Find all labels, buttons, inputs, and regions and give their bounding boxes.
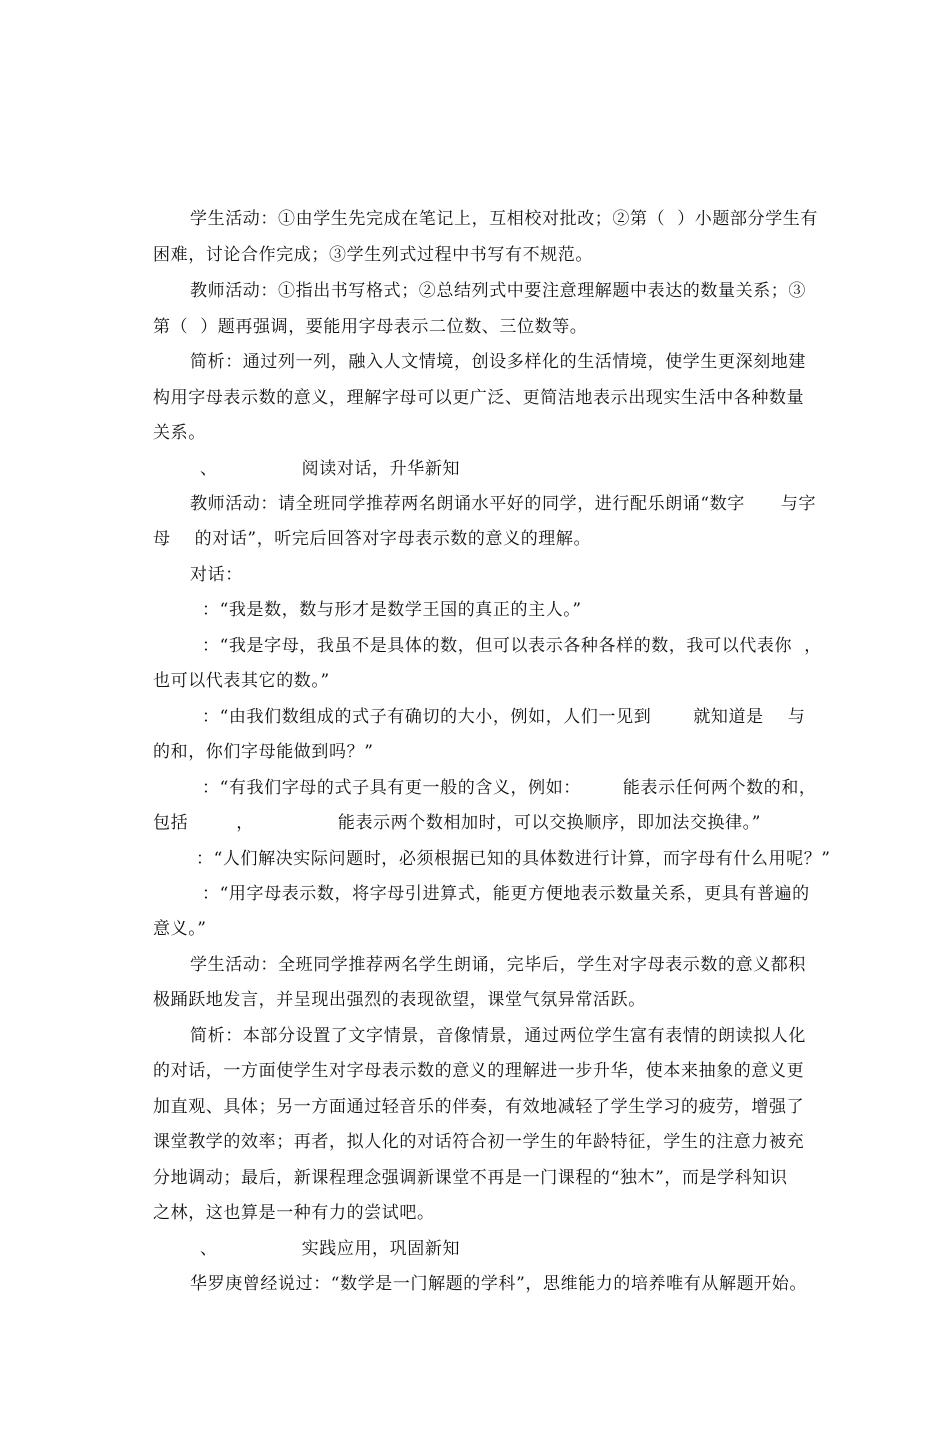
text-line: 学生活动：①由学生先完成在笔记上，互相校对批改；②第（ ）小题部分学生有 <box>190 209 819 229</box>
text-line: 学生活动：全班同学推荐两名学生朗诵，完毕后，学生对字母表示数的意义都积 <box>190 955 806 975</box>
text-line: 极踊跃地发言，并呈现出强烈的表现欲望，课堂气氛异常活跃。 <box>153 990 646 1010</box>
dialogue-line: ：“人们解决实际问题时，必须根据已知的具体数进行计算，而字母有什么用呢？” <box>190 849 831 869</box>
dialogue-line: ：“我是数，数与形才是数学王国的真正的主人。” <box>190 600 582 620</box>
text-line: 包括 ， 能表示两个数相加时，可以交换顺序，即加法交换律。” <box>153 813 762 833</box>
text-line: 也可以代表其它的数。” <box>153 671 330 691</box>
dialogue-line: ：“由我们数组成的式子有确切的大小，例如，人们一见到 就知道是 与 <box>190 707 806 727</box>
text-line: 简析：通过列一列，融入人文情境，创设多样化的生活情境，使学生更深刻地建 <box>190 352 806 372</box>
section-heading: 、 实践应用，巩固新知 <box>200 1239 461 1259</box>
dialogue-line: ：“用字母表示数，将字母引进算式，能更方便地表示数量关系，更具有普遍的 <box>190 884 810 904</box>
text-line: 构用字母表示数的意义，理解字母可以更广泛、更简洁地表示出现实生活中各种数量 <box>153 388 805 408</box>
text-line: 关系。 <box>153 423 206 443</box>
text-line: 简析：本部分设置了文字情景，音像情景，通过两位学生富有表情的朗读拟人化 <box>190 1026 806 1046</box>
text-line: 分地调动；最后，新课程理念强调新课堂不再是一门课程的“独木”，而是学科知识 <box>153 1168 788 1188</box>
text-line: 困难，讨论合作完成；③学生列式过程中书写有不规范。 <box>153 245 593 265</box>
dialogue-line: ：“有我们字母的式子具有更一般的含义，例如： 能表示任何两个数的和， <box>190 778 817 798</box>
text-line: 加直观、具体；另一方面通过轻音乐的伴奏，有效地减轻了学生学习的疲劳，增强了 <box>153 1097 805 1117</box>
text-line: 课堂教学的效率；再者，拟人化的对话符合初一学生的年龄特征，学生的注意力被充 <box>153 1132 805 1152</box>
text-line: 意义。” <box>153 919 207 939</box>
text-line: 母 的对话”，听完后回答对字母表示数的意义的理解。 <box>153 529 592 549</box>
text-line: 之林，这也算是一种有力的尝试吧。 <box>153 1203 435 1223</box>
text-line: 教师活动：①指出书写格式；②总结列式中要注意理解题中表达的数量关系；③ <box>190 281 806 301</box>
text-line: 的对话，一方面使学生对字母表示数的意义的理解进一步升华，使本来抽象的意义更 <box>153 1061 805 1081</box>
dialogue-line: ：“我是字母，我虽不是具体的数，但可以表示各种各样的数，我可以代表你 ， <box>190 636 822 656</box>
section-heading: 、 阅读对话，升华新知 <box>200 459 461 479</box>
text-line: 对话： <box>190 565 243 585</box>
text-line: 第（ ）题再强调，要能用字母表示二位数、三位数等。 <box>153 317 588 337</box>
text-line: 教师活动：请全班同学推荐两名朗诵水平好的同学，进行配乐朗诵“数字 与字 <box>190 494 817 514</box>
text-line: 的和，你们字母能做到吗？” <box>153 742 374 762</box>
text-line: 华罗庚曾经说过：“数学是一门解题的学科”，思维能力的培养唯有从解题开始。 <box>190 1274 807 1294</box>
